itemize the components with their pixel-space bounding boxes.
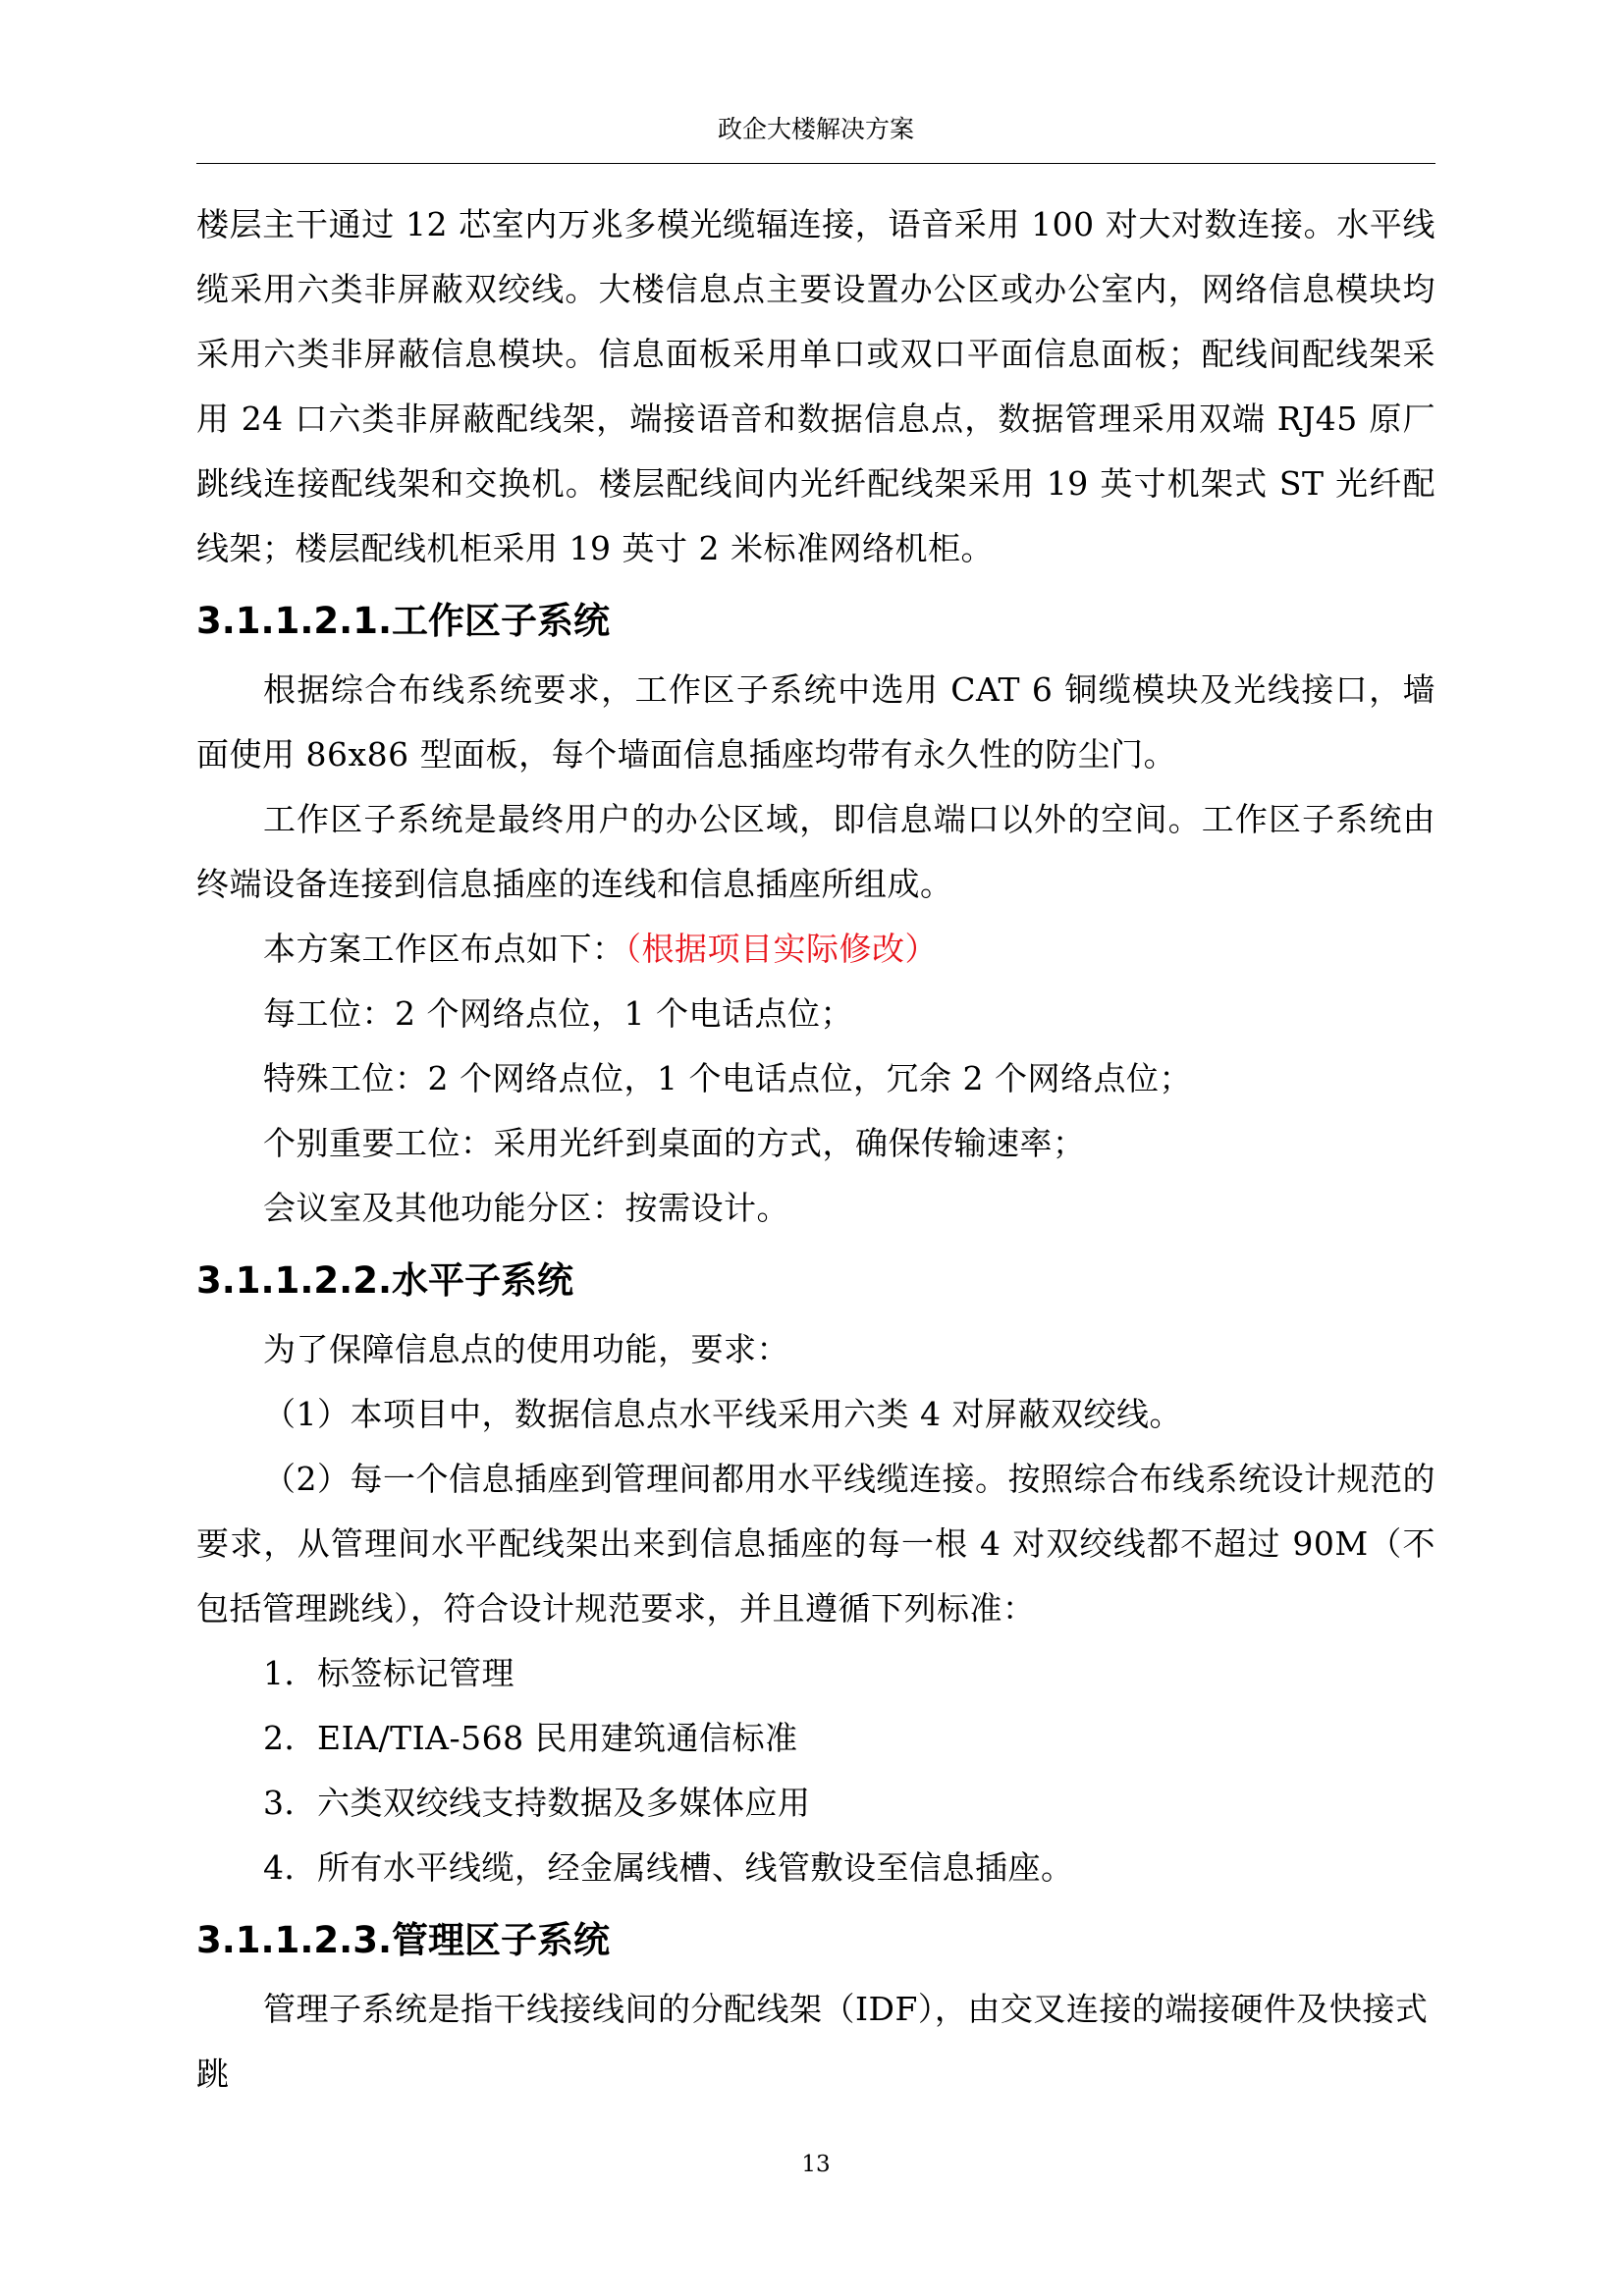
horizontal-paragraph-1: 为了保障信息点的使用功能，要求：: [263, 1330, 789, 1368]
list-item: 特殊工位：2 个网络点位，1 个电话点位，冗余 2 个网络点位；: [263, 1059, 1192, 1097]
modify-note: （根据项目实际修改）: [624, 930, 938, 968]
intro-paragraph: 楼层主干通过 12 芯室内万兆多模光缆辐连接，语音采用 100 对大对数连接。水平线缆采用六类非屏蔽双绞线。大楼信息点主要设置办公区或办公室内，网络信息模块均采用六类非屏蔽信息模块。信息面板采用单口或双口平面信息面板；配线间配线架采用 24 口六类非屏蔽配线架，端接语音和数据信息点，数据管理采用双端 RJ45 原厂跳线连接配线架和交换机。楼层配线间内光纤配线架采用 19 英寸机架式 ST 光纤配线架；楼层配线机柜采用 19 英寸 2 米标准网络机柜。: [196, 205, 1435, 567]
standard-item: 3．六类双绞线支持数据及多媒体应用: [263, 1784, 811, 1822]
section-heading-horizontal: [196, 1249, 1435, 1313]
section-number: 3.1.1.2.3.: [196, 1919, 393, 1961]
work-area-paragraph-2: 工作区子系统是最终用户的办公区域，即信息端口以外的空间。工作区子系统由终端设备连接到信息插座的连线和信息插座所组成。: [196, 800, 1435, 903]
standard-item: 2．EIA/TIA-568 民用建筑通信标准: [263, 1719, 798, 1757]
standard-item: 4．所有水平线缆，经金属线槽、线管敷设至信息插座。: [263, 1848, 1074, 1887]
section-title: 工作区子系统: [392, 600, 611, 642]
section-heading-management: [196, 1908, 1435, 1973]
header-rule: [196, 163, 1435, 164]
work-area-paragraph-1: 根据综合布线系统要求，工作区子系统中选用 CAT 6 铜缆模块及光线接口，墙面使用 86x86 型面板，每个墙面信息插座均带有永久性的防尘门。: [196, 670, 1435, 774]
section-title: 管理区子系统: [392, 1919, 611, 1961]
management-paragraph-1: 管理子系统是指干线接线间的分配线架（IDF），由交叉连接的端接硬件及快接式跳: [196, 1990, 1429, 2093]
work-area-layout-lead: [196, 917, 1435, 982]
section-title: 水平子系统: [392, 1259, 574, 1302]
horizontal-paragraph-2: （1）本项目中，数据信息点水平线采用六类 4 对屏蔽双绞线。: [263, 1395, 1182, 1433]
section-number: 3.1.1.2.1.: [196, 600, 393, 642]
page-number: 13: [801, 2152, 831, 2177]
list-item: 每工位：2 个网络点位，1 个电话点位；: [263, 994, 853, 1033]
list-item: 会议室及其他功能分区：按需设计。: [263, 1189, 789, 1227]
layout-lead-text: 本方案工作区布点如下：: [263, 930, 625, 968]
running-header: 政企大楼解决方案: [717, 115, 914, 143]
document-body: [196, 192, 1435, 2107]
section-heading-work-area: [196, 589, 1435, 654]
section-number: 3.1.1.2.2.: [196, 1259, 393, 1302]
standard-item: 1．标签标记管理: [263, 1654, 514, 1692]
horizontal-paragraph-3: （2）每一个信息插座到管理间都用水平线缆连接。按照综合布线系统设计规范的要求，从管理间水平配线架出来到信息插座的每一根 4 对双绞线都不超过 90M（不包括管理跳线），符合设计规范要求，并且遵循下列标准：: [196, 1460, 1435, 1628]
list-item: 个别重要工位：采用光纤到桌面的方式，确保传输速率；: [263, 1124, 1086, 1162]
